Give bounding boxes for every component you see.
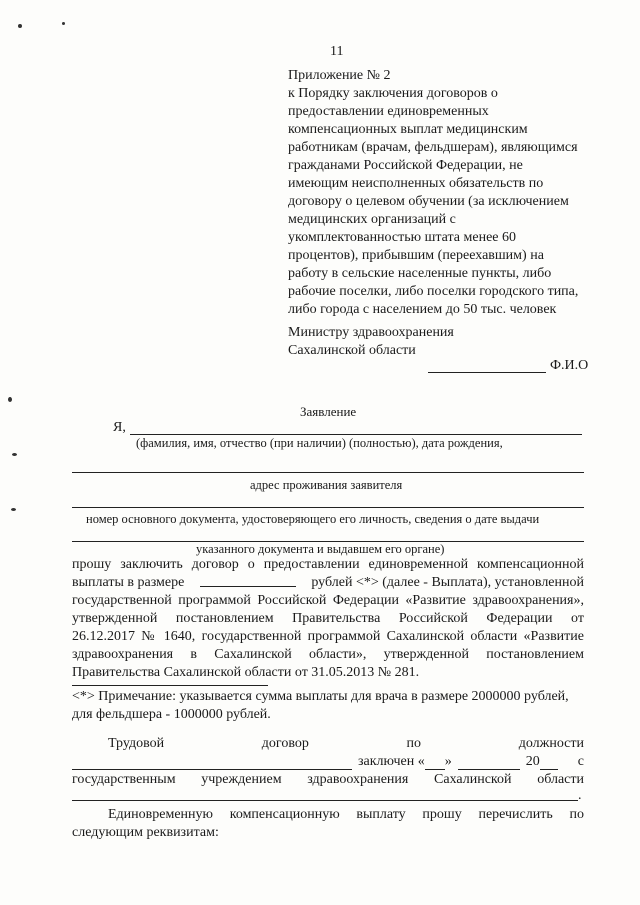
position-blank[interactable] bbox=[72, 757, 352, 770]
scan-speck bbox=[12, 453, 17, 456]
contract-text: с bbox=[577, 754, 584, 769]
addressee-line: Министру здравоохранения bbox=[288, 325, 454, 340]
request-line: 26.12.2017 № 1640, государственной программой Сахалинской области «Развитие bbox=[72, 629, 584, 644]
footnote-line: для фельдшера - 1000000 рублей. bbox=[72, 707, 271, 722]
appendix-line: либо города с населением до 50 тыс. человек bbox=[288, 302, 557, 317]
appendix-line: работу в сельские населенные пункты, либо bbox=[288, 266, 552, 281]
applicant-prefix: Я, bbox=[113, 420, 126, 435]
request-text: рублей <*> (далее - Выплата), установленной bbox=[311, 575, 584, 590]
request-line: Правительства Сахалинской области от 31.05.2013 № 281. bbox=[72, 665, 420, 680]
appendix-line: гражданами Российской Федерации, не bbox=[288, 158, 523, 173]
scan-speck bbox=[8, 397, 12, 402]
addressee-line: Сахалинской области bbox=[288, 343, 416, 358]
scan-speck bbox=[11, 508, 16, 511]
contract-line: государственным учреждением здравоохранения Сахалинской области bbox=[72, 772, 584, 787]
footnote-line: <*> Примечание: указывается сумма выплаты для врача в размере 2000000 рублей, bbox=[72, 689, 569, 704]
payment-line: Единовременную компенсационную выплату прошу перечислить по bbox=[108, 807, 584, 822]
month-blank[interactable] bbox=[458, 757, 520, 770]
document-caption: указанного документа и выдавшем его органе) bbox=[196, 542, 445, 556]
contract-line bbox=[72, 736, 584, 752]
appendix-line: договору о целевом обучении (за исключением bbox=[288, 194, 569, 209]
appendix-line: к Порядку заключения договоров о bbox=[288, 86, 498, 101]
contract-word: Трудовой bbox=[108, 736, 165, 751]
appendix-line: работникам (врачам, фельдшерам), являющимся bbox=[288, 140, 578, 155]
amount-blank[interactable] bbox=[200, 574, 296, 587]
footnote bbox=[72, 688, 592, 724]
scan-speck bbox=[62, 22, 65, 25]
contract-text: 20 bbox=[525, 754, 540, 769]
page-number: 11 bbox=[330, 44, 344, 59]
appendix-line: медицинских организаций с bbox=[288, 212, 456, 227]
appendix-line: компенсационных выплат медицинским bbox=[288, 122, 528, 137]
request-amount-line bbox=[72, 574, 584, 592]
appendix-line: процентов), прибывшим (переехавшим) на bbox=[288, 248, 544, 263]
day-blank[interactable] bbox=[425, 757, 445, 770]
document-title: Заявление bbox=[300, 404, 357, 419]
payment-paragraph bbox=[72, 806, 584, 842]
request-line: утвержденной постановлением Правительства Российской Федерации от bbox=[72, 611, 584, 626]
contract-word: должности bbox=[518, 736, 584, 751]
appendix-line: укомплектованностью штата менее 60 bbox=[288, 230, 516, 245]
fio-blank-line[interactable] bbox=[428, 372, 546, 373]
request-text: выплаты в размере bbox=[72, 575, 185, 590]
applicant-address-line[interactable] bbox=[72, 507, 584, 508]
appendix-line: рабочие поселки, либо поселки городского типа, bbox=[288, 284, 579, 299]
contract-text: » bbox=[444, 754, 452, 769]
appendix-line: предоставлении единовременных bbox=[288, 104, 489, 119]
contract-block bbox=[72, 736, 584, 788]
request-line: прошу заключить договор о предоставлении единовременной компенсационной bbox=[72, 557, 584, 572]
name-caption: (фамилия, имя, отчество (при наличии) (полностью), дата рождения, bbox=[136, 436, 503, 450]
applicant-name-line[interactable] bbox=[130, 434, 582, 435]
contract-date-line bbox=[72, 754, 584, 770]
contract-word: по bbox=[406, 736, 422, 751]
address-caption: адрес проживания заявителя bbox=[250, 478, 403, 492]
institution-blank-line[interactable] bbox=[72, 800, 578, 801]
scan-speck bbox=[18, 24, 22, 28]
fio-label: Ф.И.О bbox=[550, 358, 589, 373]
payment-line: следующим реквизитам: bbox=[72, 825, 219, 840]
year-blank[interactable] bbox=[540, 757, 558, 770]
document-caption: номер основного документа, удостоверяющего его личность, сведения о дате выдачи bbox=[86, 512, 540, 526]
appendix-line: Приложение № 2 bbox=[288, 68, 391, 83]
contract-text: заключен « bbox=[358, 754, 425, 769]
contract-word: договор bbox=[261, 736, 309, 751]
appendix-block bbox=[288, 67, 618, 319]
request-line: государственной программой Российской Федерации «Развитие здравоохранения», bbox=[72, 593, 584, 608]
period-mark: . bbox=[578, 788, 582, 803]
request-paragraph bbox=[72, 556, 584, 682]
applicant-birth-line[interactable] bbox=[72, 472, 584, 473]
appendix-line: имеющим неисполненных обязательств по bbox=[288, 176, 544, 191]
request-line: здравоохранения в Сахалинской области», утвержденной постановлением bbox=[72, 647, 584, 662]
footnote-separator bbox=[72, 685, 268, 686]
